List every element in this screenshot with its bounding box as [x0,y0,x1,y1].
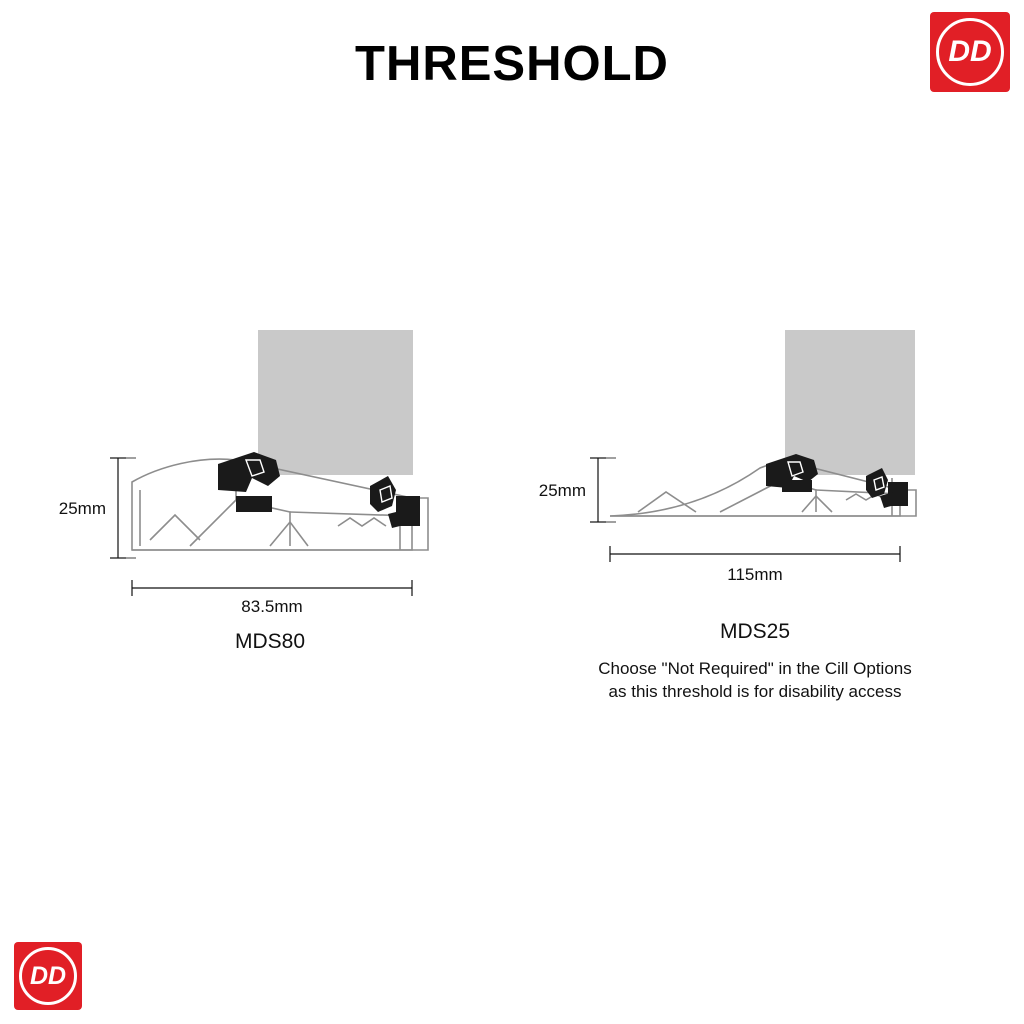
dd-logo-bottom-icon [14,942,82,1010]
logo-text: DD [29,961,67,990]
cill-option-note-line2: as this threshold is for disability access [608,681,902,701]
logo-ring [936,18,1004,86]
dd-logo-top-icon [930,12,1010,92]
width-dimension-line [132,580,412,596]
mds80-drawing [40,300,500,630]
diagram-caption-mds25: MDS25 [719,620,791,643]
mds25-drawing [520,300,990,620]
height-dimension-label: 25mm [538,481,586,500]
width-dimension-label: 83.5mm [241,597,303,616]
logo-ring [19,947,77,1005]
threshold-diagram-mds80 [40,300,500,720]
door-panel-block [258,330,413,475]
cill-option-note-line1: Choose "Not Required" in the Cill Options [598,659,912,678]
width-dimension-label: 115mm [727,565,783,584]
door-panel-block [785,330,915,475]
width-dimension-line [610,546,900,562]
page-title: THRESHOLD [355,37,669,91]
height-dimension-line [590,458,616,522]
logo-text: DD [948,35,992,68]
height-dimension-label: 25mm [58,499,106,518]
diagram-caption-mds80: MDS80 [234,630,306,653]
threshold-diagram-mds25 [520,300,990,780]
cill-option-note [520,658,990,704]
